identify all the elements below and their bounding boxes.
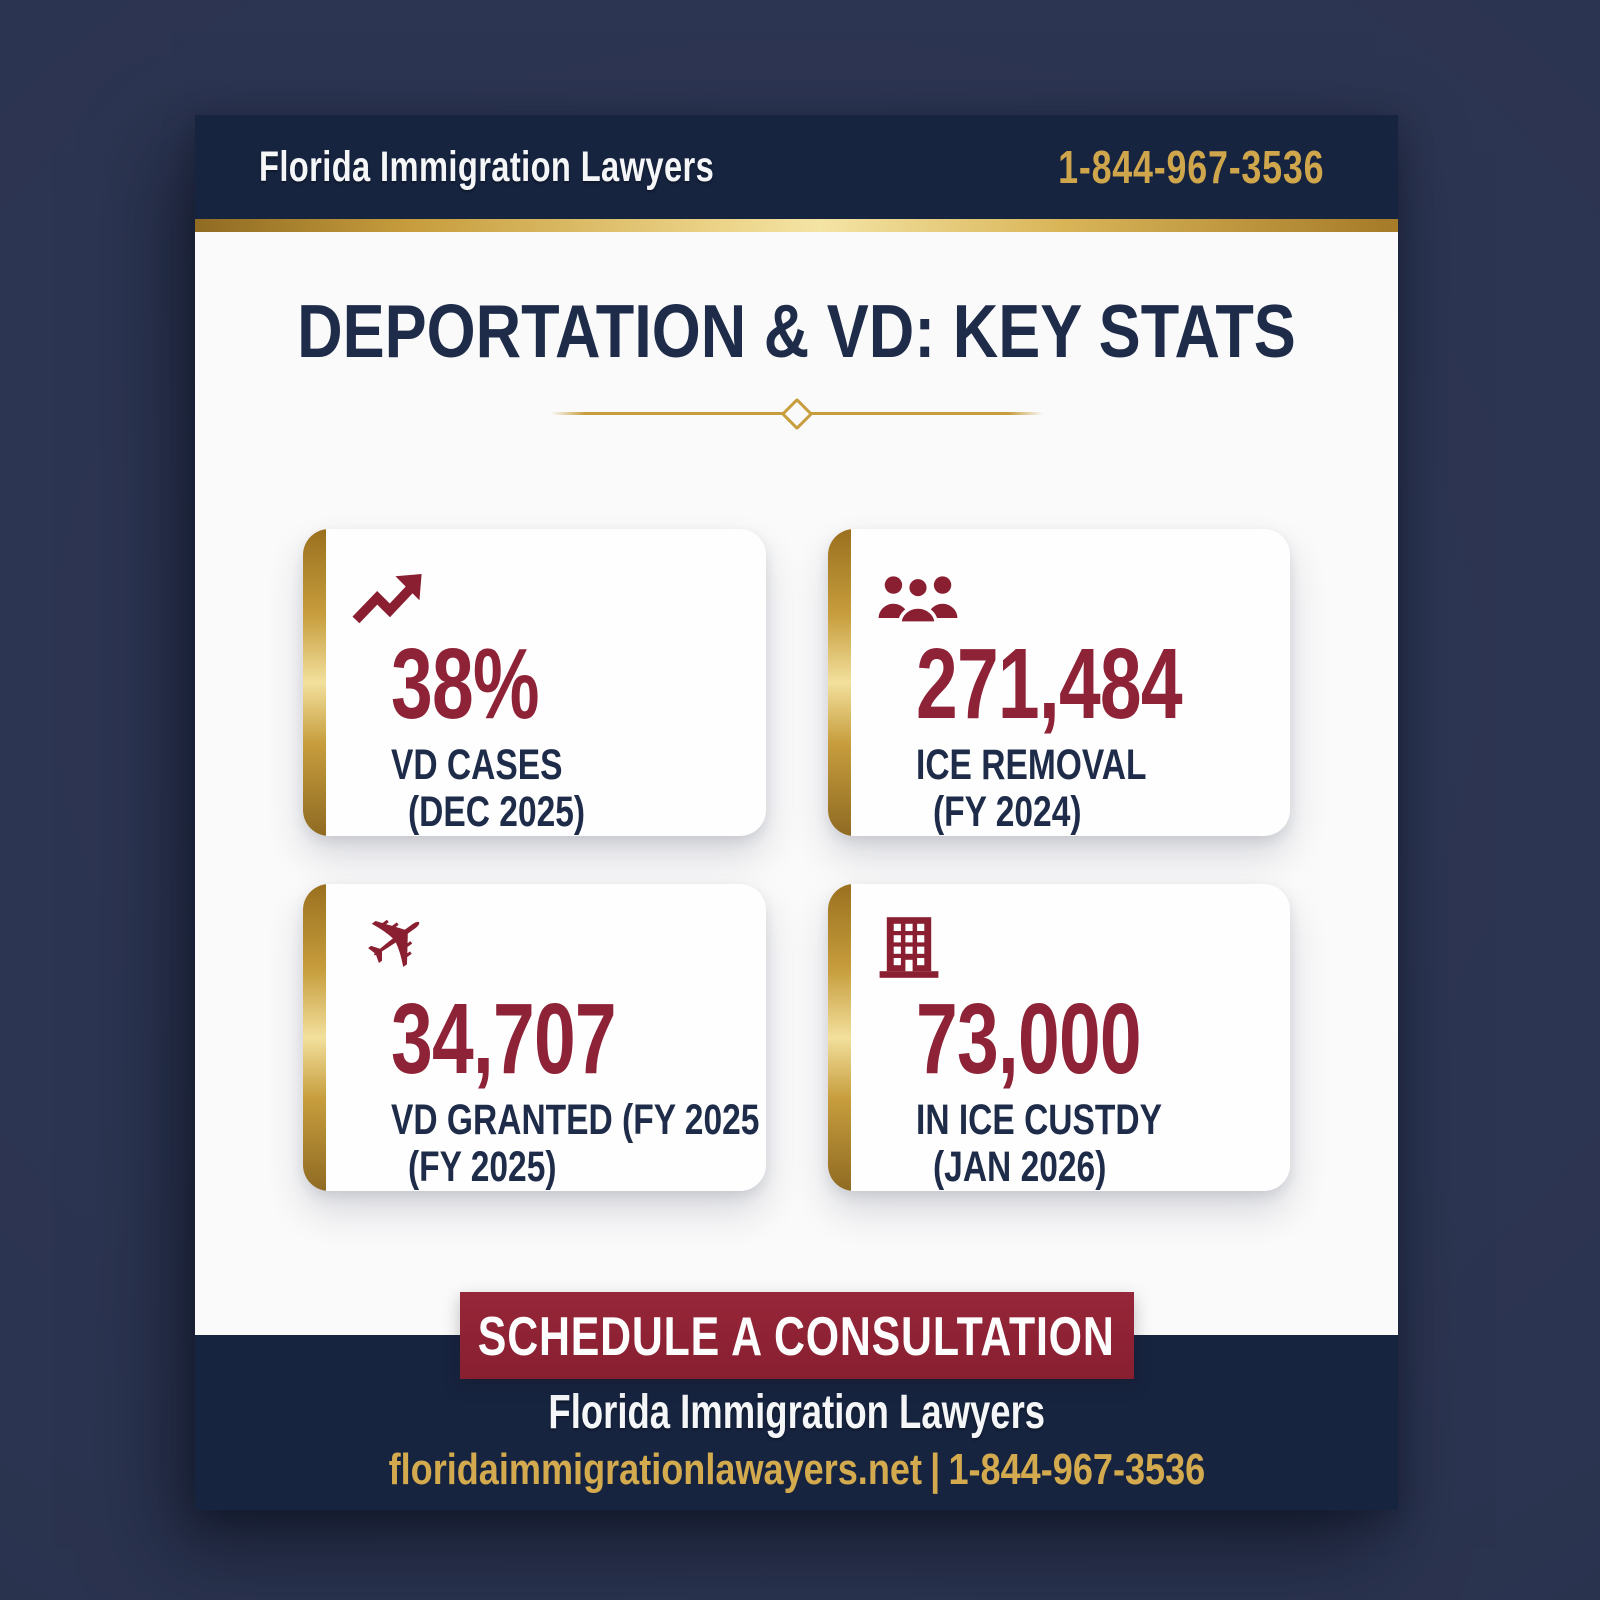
stat-period: (JAN 2026) (932, 1143, 1106, 1191)
stat-card-vd-granted (303, 884, 766, 1191)
stat-value: 73,000 (915, 983, 1141, 1095)
stat-value: 38% (391, 628, 539, 740)
stat-label: IN ICE CUSTDY (915, 1096, 1162, 1144)
trending-up-icon (351, 555, 461, 625)
stats-grid (303, 529, 1290, 1191)
ornamental-divider (551, 397, 1043, 431)
building-icon (876, 910, 986, 980)
airplane-icon: ✈ (344, 885, 451, 997)
stat-period: (FY 2025) (408, 1143, 557, 1191)
stat-value: 34,707 (391, 983, 616, 1095)
page-title: DEPORTATION & VD: KEY STATS (297, 289, 1296, 373)
flyer (195, 115, 1398, 1510)
header-brand: Florida Immigration Lawyers (259, 142, 715, 191)
footer-phone-link[interactable]: 1-844-967-3536 (948, 1444, 1205, 1494)
people-group-icon (876, 555, 986, 625)
stat-value: 271,484 (915, 628, 1182, 740)
stat-label: VD GRANTED (FY 2025 (391, 1096, 760, 1144)
card-gold-edge (303, 884, 326, 1191)
stat-card-ice-removal (828, 529, 1291, 836)
card-gold-edge (828, 529, 851, 836)
stat-label: ICE REMOVAL (915, 741, 1146, 789)
footer-contact (195, 1446, 1398, 1494)
divider-diamond-icon (780, 398, 813, 431)
card-gold-edge (303, 529, 326, 836)
stat-period: (DEC 2025) (408, 788, 586, 836)
schedule-consultation-button[interactable]: SCHEDULE A CONSULTATION (460, 1292, 1134, 1379)
gold-divider-bar (195, 219, 1398, 232)
footer-website-link[interactable]: floridaimmigrationlawayers.net (388, 1444, 922, 1494)
stat-label: VD CASES (391, 741, 563, 789)
footer-brand: Florida Immigration Lawyers (548, 1386, 1045, 1439)
stat-card-vd-cases (303, 529, 766, 836)
stat-card-ice-custody (828, 884, 1291, 1191)
header-phone[interactable]: 1-844-967-3536 (1057, 141, 1324, 193)
header-bar (195, 115, 1398, 219)
stat-period: (FY 2024) (932, 788, 1082, 836)
card-gold-edge (828, 884, 851, 1191)
footer-separator: | (929, 1444, 940, 1494)
